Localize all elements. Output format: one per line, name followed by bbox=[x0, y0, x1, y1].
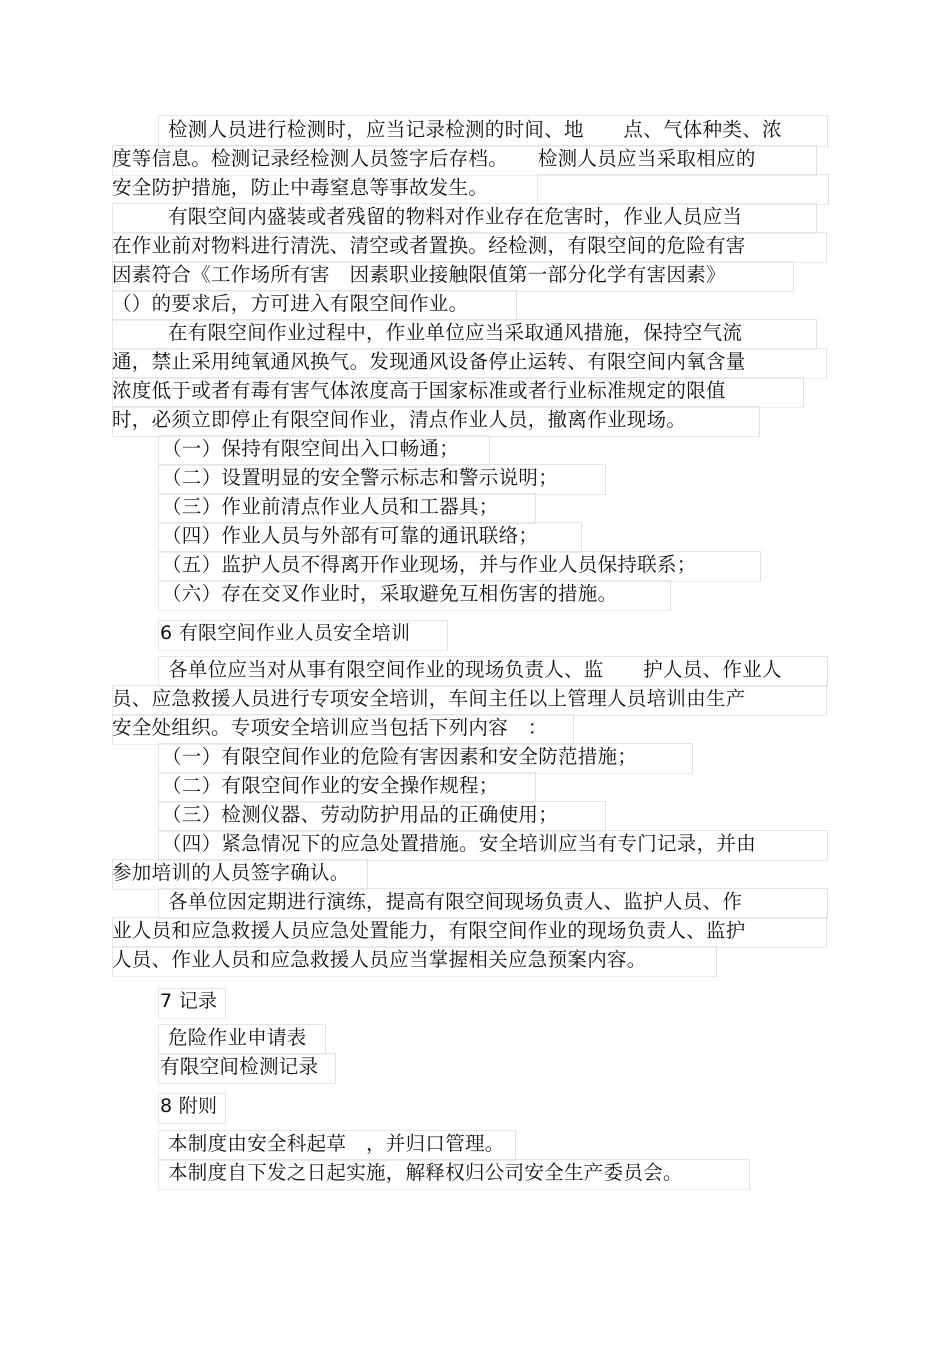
body-text-line: 时，必须立即停止有限空间作业，清点作业人员，撤离作业现场。 bbox=[112, 408, 687, 431]
body-text-line: 员、应急救援人员进行专项安全培训，车间主任以上管理人员培训由生产 bbox=[112, 687, 746, 710]
list-item: （四）紧急情况下的应急处置措施。安全培训应当有专门记录，并由 bbox=[162, 832, 757, 855]
list-item: （一）保持有限空间出入口畅通； bbox=[162, 437, 460, 460]
body-text-line: 本制度由安全科起草 ，并归口管理。 bbox=[168, 1132, 505, 1155]
body-text-line: 有限空间内盛装或者残留的物料对作业存在危害时，作业人员应当 bbox=[168, 205, 743, 228]
record-item: 有限空间检测记录 bbox=[160, 1055, 319, 1078]
body-text-line: 参加培训的人员签字确认。 bbox=[112, 861, 350, 884]
body-text-line: 浓度低于或者有毒有害气体浓度高于国家标准或者行业标准规定的限值 bbox=[112, 379, 726, 402]
body-text-line: 因素符合《工作场所有害 因素职业接触限值第一部分化学有害因素》 bbox=[112, 263, 726, 286]
list-item: （三）作业前清点作业人员和工器具； bbox=[162, 495, 499, 518]
body-text-line: 本制度自下发之日起实施，解释权归公司安全生产委员会。 bbox=[168, 1161, 683, 1184]
list-item: （三）检测仪器、劳动防护用品的正确使用； bbox=[162, 803, 559, 826]
list-item: （四）作业人员与外部有可靠的通讯联络； bbox=[162, 524, 539, 547]
list-item: （六）存在交叉作业时，采取避免互相伤害的措施。 bbox=[162, 582, 618, 605]
body-text-line: （）的要求后，方可进入有限空间作业。 bbox=[112, 292, 469, 315]
list-item: （二）有限空间作业的安全操作规程； bbox=[162, 774, 499, 797]
body-text-line: 在有限空间作业过程中，作业单位应当采取通风措施，保持空气流 bbox=[168, 321, 743, 344]
scan-frame bbox=[537, 174, 829, 205]
body-text-line: 在作业前对物料进行清洗、清空或者置换。经检测，有限空间的危险有害 bbox=[112, 234, 746, 257]
body-text-line: 各单位因定期进行演练，提高有限空间现场负责人、监护人员、作 bbox=[168, 890, 743, 913]
record-item: 危险作业申请表 bbox=[168, 1026, 307, 1049]
body-text-line: 业人员和应急救援人员应急处置能力，有限空间作业的现场负责人、监护 bbox=[112, 919, 746, 942]
list-item: （二）设置明显的安全警示标志和警示说明； bbox=[162, 466, 559, 489]
section-heading: 6 有限空间作业人员安全培训 bbox=[160, 622, 411, 644]
body-text-line: 检测人员进行检测时，应当记录检测的时间、地 点、气体种类、浓 bbox=[168, 118, 782, 141]
section-heading: 8 附则 bbox=[160, 1095, 218, 1117]
body-text-line: 各单位应当对从事有限空间作业的现场负责人、监 护人员、作业人 bbox=[168, 658, 782, 681]
body-text-line: 安全防护措施，防止中毒窒息等事故发生。 bbox=[112, 176, 489, 199]
section-heading: 7 记录 bbox=[160, 990, 218, 1012]
body-text-line: 度等信息。检测记录经检测人员签字后存档。 检测人员应当采取相应的 bbox=[112, 147, 756, 170]
list-item: （一）有限空间作业的危险有害因素和安全防范措施； bbox=[162, 745, 638, 768]
body-text-line: 通，禁止采用纯氧通风换气。发现通风设备停止运转、有限空间内氧含量 bbox=[112, 350, 746, 373]
body-text-line: 安全处组织。专项安全培训应当包括下列内容 ： bbox=[112, 716, 548, 739]
list-item: （五）监护人员不得离开作业现场，并与作业人员保持联系； bbox=[162, 553, 697, 576]
body-text-line: 人员、作业人员和应急救援人员应当掌握相关应急预案内容。 bbox=[112, 948, 647, 971]
